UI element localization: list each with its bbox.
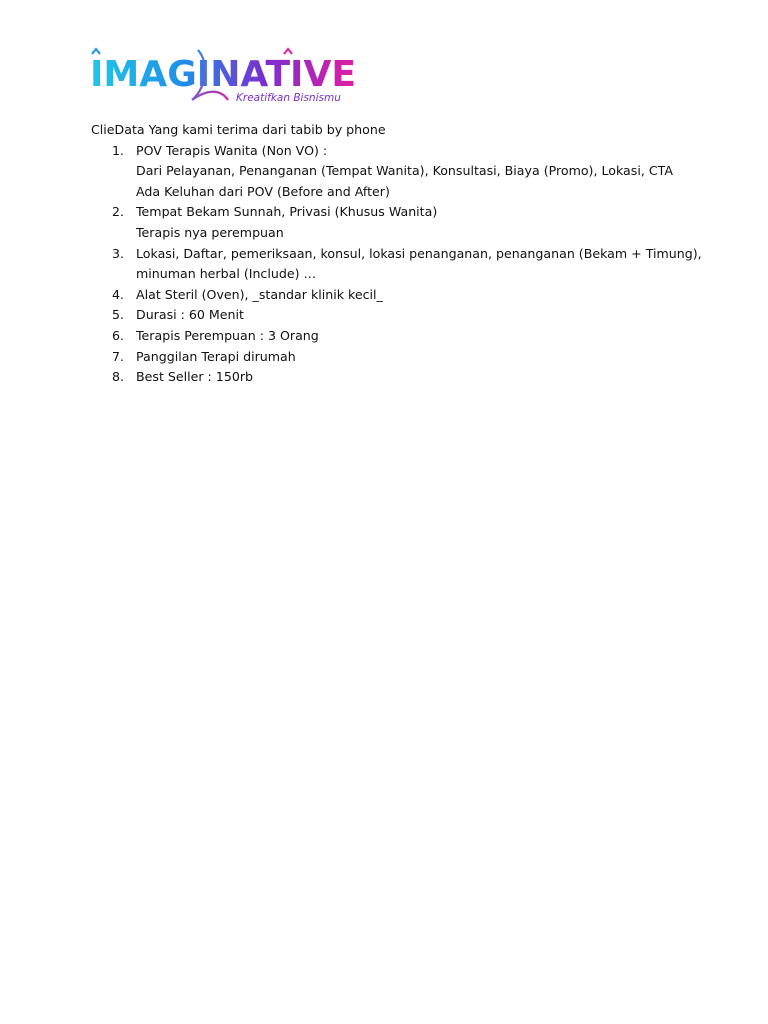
logo-wordmark: IMAGINATIVE — [90, 54, 356, 95]
list-item — [91, 326, 691, 347]
list-item-number: 6. — [112, 327, 125, 343]
list-item-line: Durasi : 60 Menit — [136, 307, 244, 323]
list-item — [91, 285, 691, 306]
list-item-number: 7. — [112, 348, 125, 364]
list-item-line: Ada Keluhan dari POV (Before and After) — [136, 183, 390, 199]
brand-logo-graphic — [88, 44, 360, 108]
list-item-line: Terapis nya perempuan — [136, 224, 284, 240]
list-item-number: 2. — [112, 204, 125, 220]
list-item-number: 3. — [112, 245, 125, 261]
intro-text: ClieData Yang kami terima dari tabib by phone — [91, 122, 386, 137]
list-item-number: 5. — [112, 307, 125, 323]
list-item-number: 1. — [112, 142, 125, 158]
list-item — [91, 202, 691, 243]
list-item-line: POV Terapis Wanita (Non VO) : — [136, 142, 328, 158]
list-item-number: 8. — [112, 369, 125, 385]
list-item — [91, 305, 691, 326]
list-item-number: 4. — [112, 286, 125, 302]
list-item — [91, 367, 691, 388]
list-item-line: Dari Pelayanan, Penanganan (Tempat Wanita), Konsultasi, Biaya (Promo), Lokasi, CTA — [136, 163, 673, 179]
list-item-line: Alat Steril (Oven), _standar klinik kecil_ — [136, 286, 383, 302]
document-body — [91, 120, 702, 388]
list-item-line: minuman herbal (Include) … — [136, 266, 317, 282]
list-item-line: Panggilan Terapi dirumah — [136, 348, 296, 364]
list-item — [91, 141, 691, 203]
list-item — [91, 347, 691, 368]
list-item-line: Lokasi, Daftar, pemeriksaan, konsul, lokasi penanganan, penanganan (Bekam + Timung), — [136, 245, 702, 261]
brand-logo — [88, 44, 360, 108]
logo-tagline: Kreatifkan Bisnismu — [236, 92, 341, 104]
list-item — [91, 244, 702, 285]
list-item-line: Tempat Bekam Sunnah, Privasi (Khusus Wanita) — [136, 204, 438, 220]
numbered-list — [91, 141, 702, 388]
list-item-line: Best Seller : 150rb — [136, 369, 254, 385]
list-item-line: Terapis Perempuan : 3 Orang — [136, 327, 319, 343]
